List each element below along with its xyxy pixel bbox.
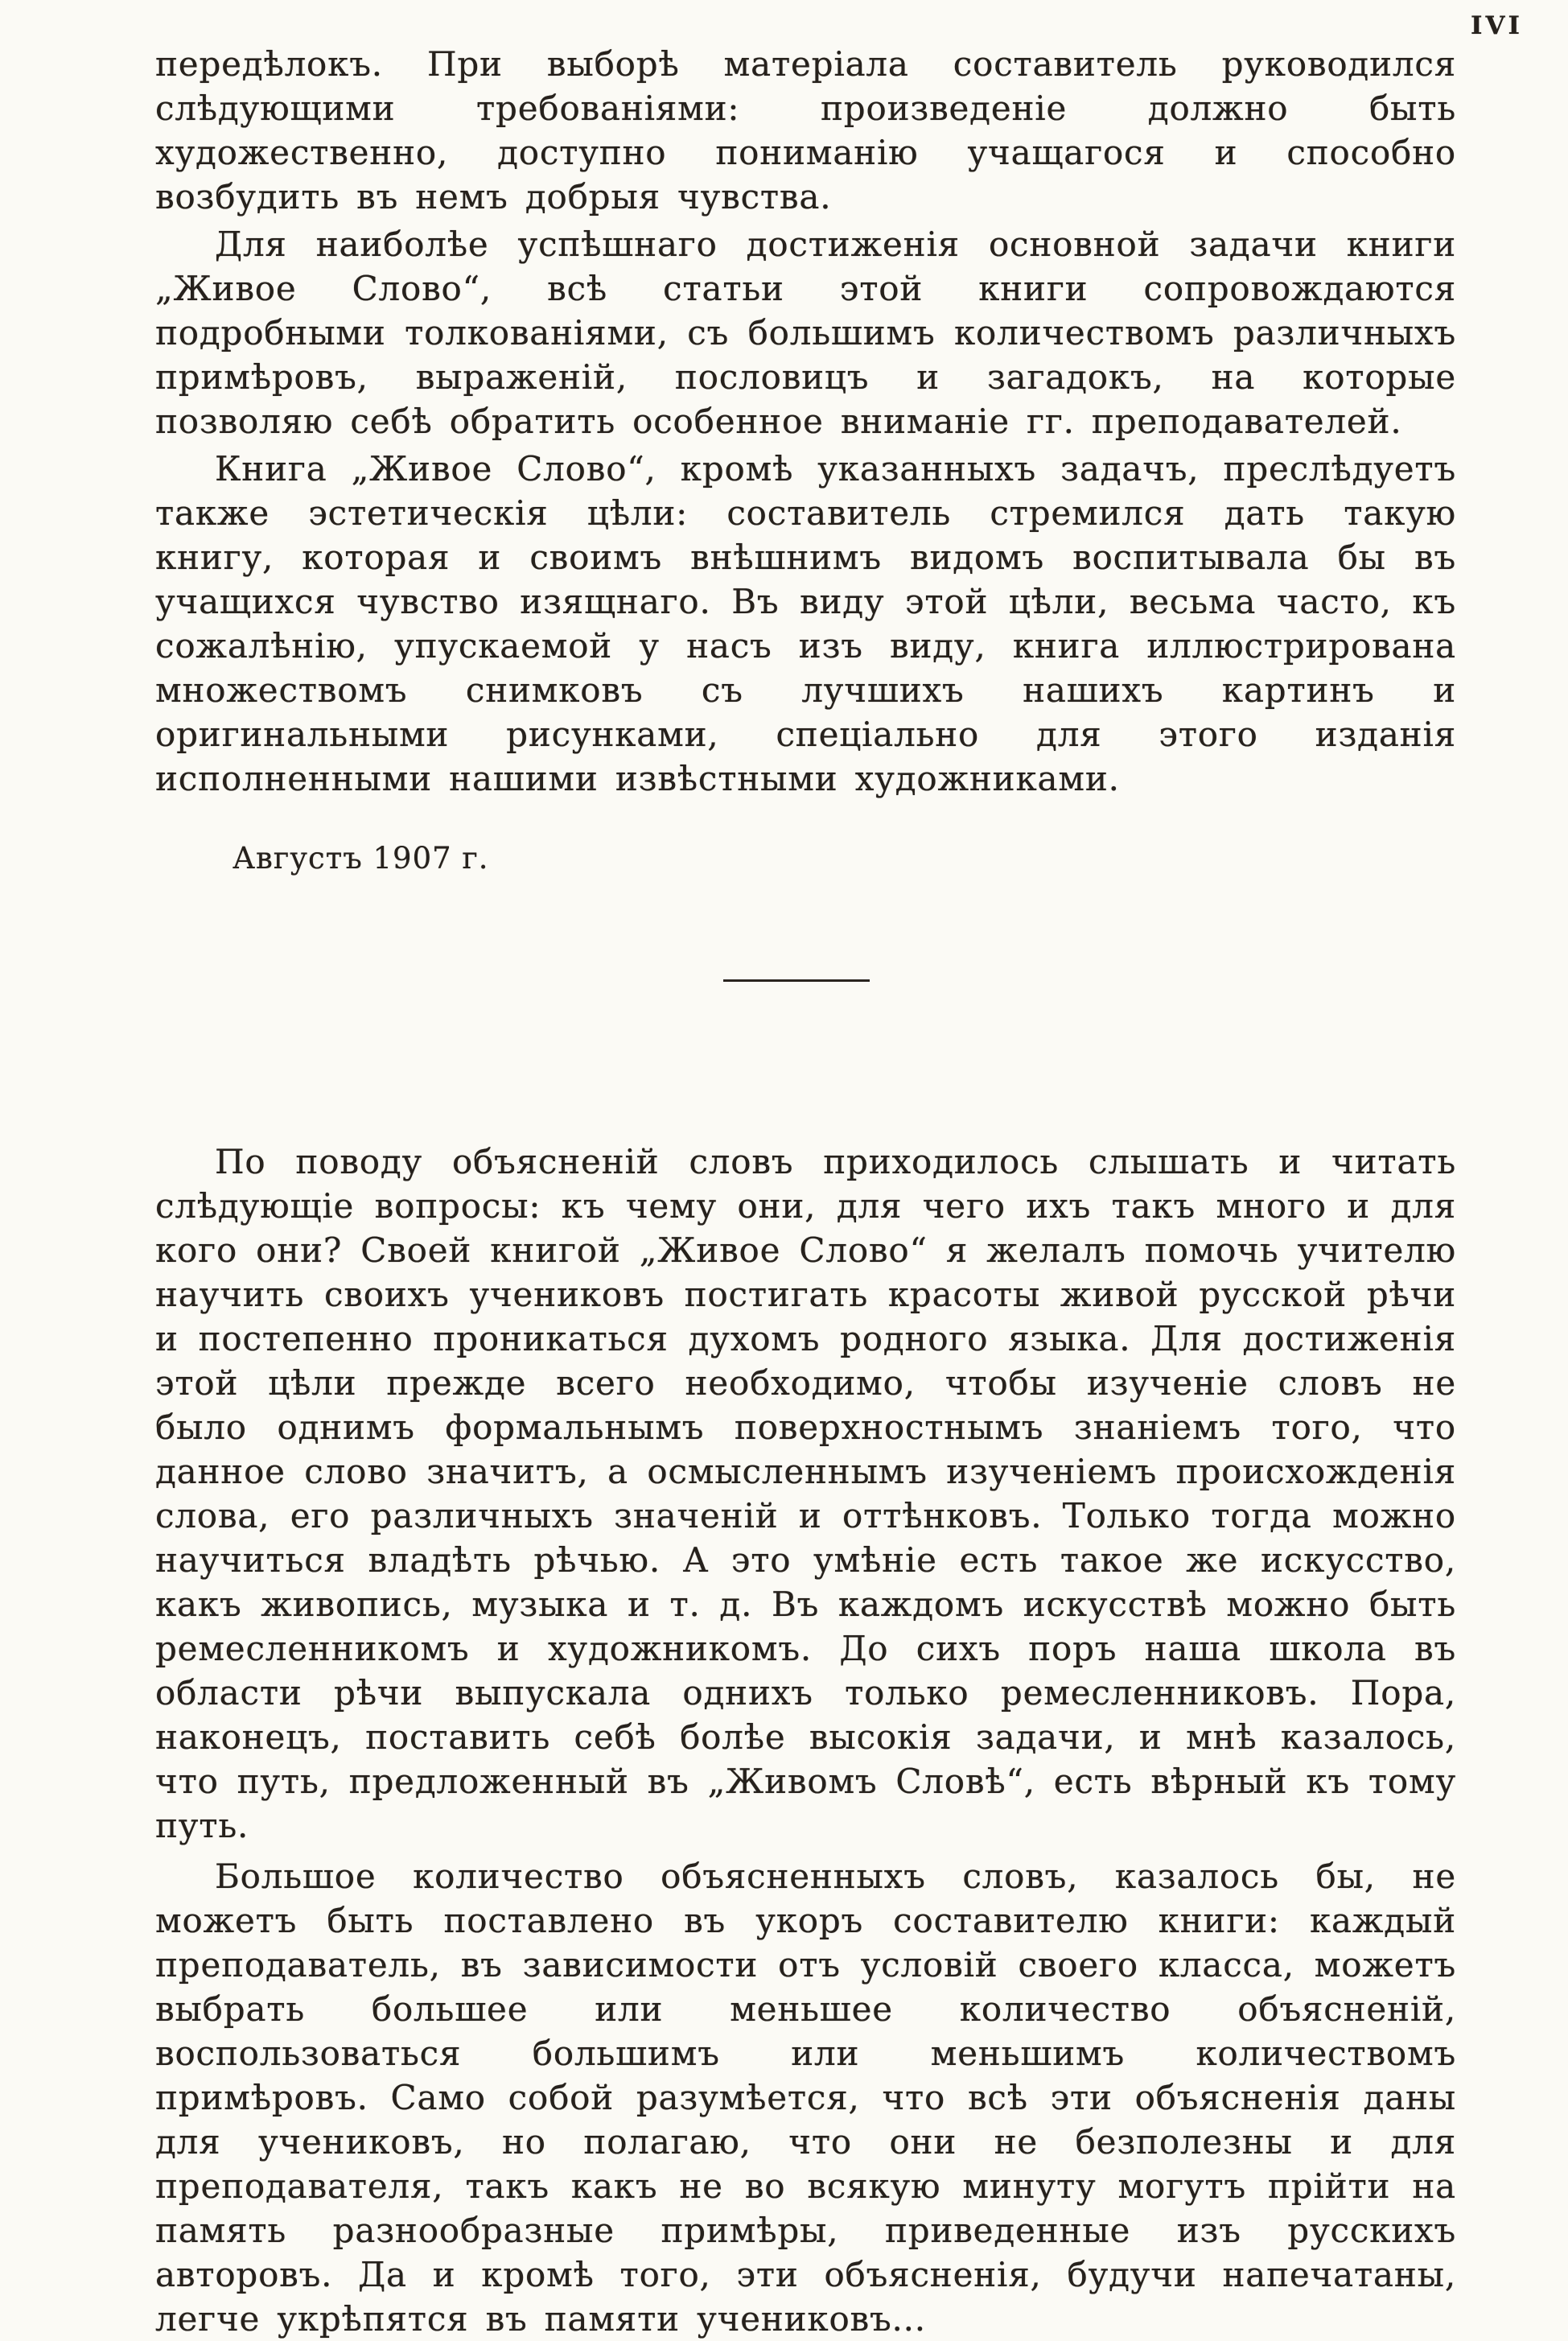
page-content [155,42,1456,2341]
page-number: IVI [1470,11,1523,40]
preface-closing-section [155,42,1456,878]
paragraph: Для наиболѣе успѣшнаго достиженія основной задачи книги „Живое Слово“, всѣ статьи этой книги сопровождаются подробными толкованіями, съ большимъ количествомъ различныхъ примѣровъ, выраженій, пословицъ и загадокъ, на которые позволяю себѣ обратить особенное вниманіе гг. преподавателей. [155,225,1456,441]
paragraph: Большое количество объясненныхъ словъ, казалось бы, не можетъ быть поставлено въ укоръ составителю книги: каждый преподаватель, въ зависимости отъ условій своего класса, можетъ выбрать большее или меньшее количество объясненій, воспользоваться большимъ или меньшимъ количествомъ примѣровъ. Само собой разумѣется, что всѣ эти объясненія даны для учениковъ, но полагаю, что они не безполезны и для преподавателя, такъ какъ не во всякую минуту могутъ прійти на память разнообразные примѣры, приведенные изъ русскихъ авторовъ. Да и кромѣ того, эти объясненія, будучи напечатаны, легче укрѣпятся въ памяти учениковъ... [155,1857,1456,2339]
date-line: Августъ 1907 г. [233,841,489,876]
preface-second-section [155,1140,1456,2341]
paragraph: По поводу объясненій словъ приходилось слышать и читать слѣдующіе вопросы: къ чему они, для чего ихъ такъ много и для кого они? Своей книгой „Живое Слово“ я желалъ помочь учителю научить своихъ учениковъ постигать красоты живой русской рѣчи и постепенно проникаться духомъ родного языка. Для достиженія этой цѣли прежде всего необходимо, чтобы изученіе словъ не было однимъ формальнымъ поверхностнымъ знаніемъ того, что данное слово значитъ, а осмысленнымъ изученіемъ происхожденія слова, его различныхъ значеній и оттѣнковъ. Только тогда можно научиться владѣть рѣчью. А это умѣніе есть такое же искусство, какъ живопись, музыка и т. д. Въ каждомъ искусствѣ можно быть ремесленникомъ и художникомъ. До сихъ поръ наша школа въ области рѣчи выпускала однихъ только ремесленниковъ. Пора, наконецъ, поставить себѣ болѣе высокія задачи, и мнѣ казалось, что путь, предложенный въ „Живомъ Словѣ“, есть вѣрный къ тому путь. [155,1142,1456,1845]
paragraph: Книга „Живое Слово“, кромѣ указанныхъ задачъ, преслѣдуетъ также эстетическія цѣли: составитель стремился дать такую книгу, которая и своимъ внѣшнимъ видомъ воспитывала бы въ учащихся чувство изящнаго. Въ виду этой цѣли, весьма часто, къ сожалѣнію, упускаемой у насъ изъ виду, книга иллюстрирована множествомъ снимковъ съ лучшихъ нашихъ картинъ и оригинальными рисунками, спеціально для этого изданія исполненными нашими извѣстными художниками. [155,449,1456,798]
section-divider-rule [723,979,870,982]
paragraph: передѣлокъ. При выборѣ матеріала составитель руководился слѣдующими требованіями: произведеніе должно быть художественно, доступно пониманію учащагося и способно возбудить въ немъ добрыя чувства. [155,44,1456,216]
